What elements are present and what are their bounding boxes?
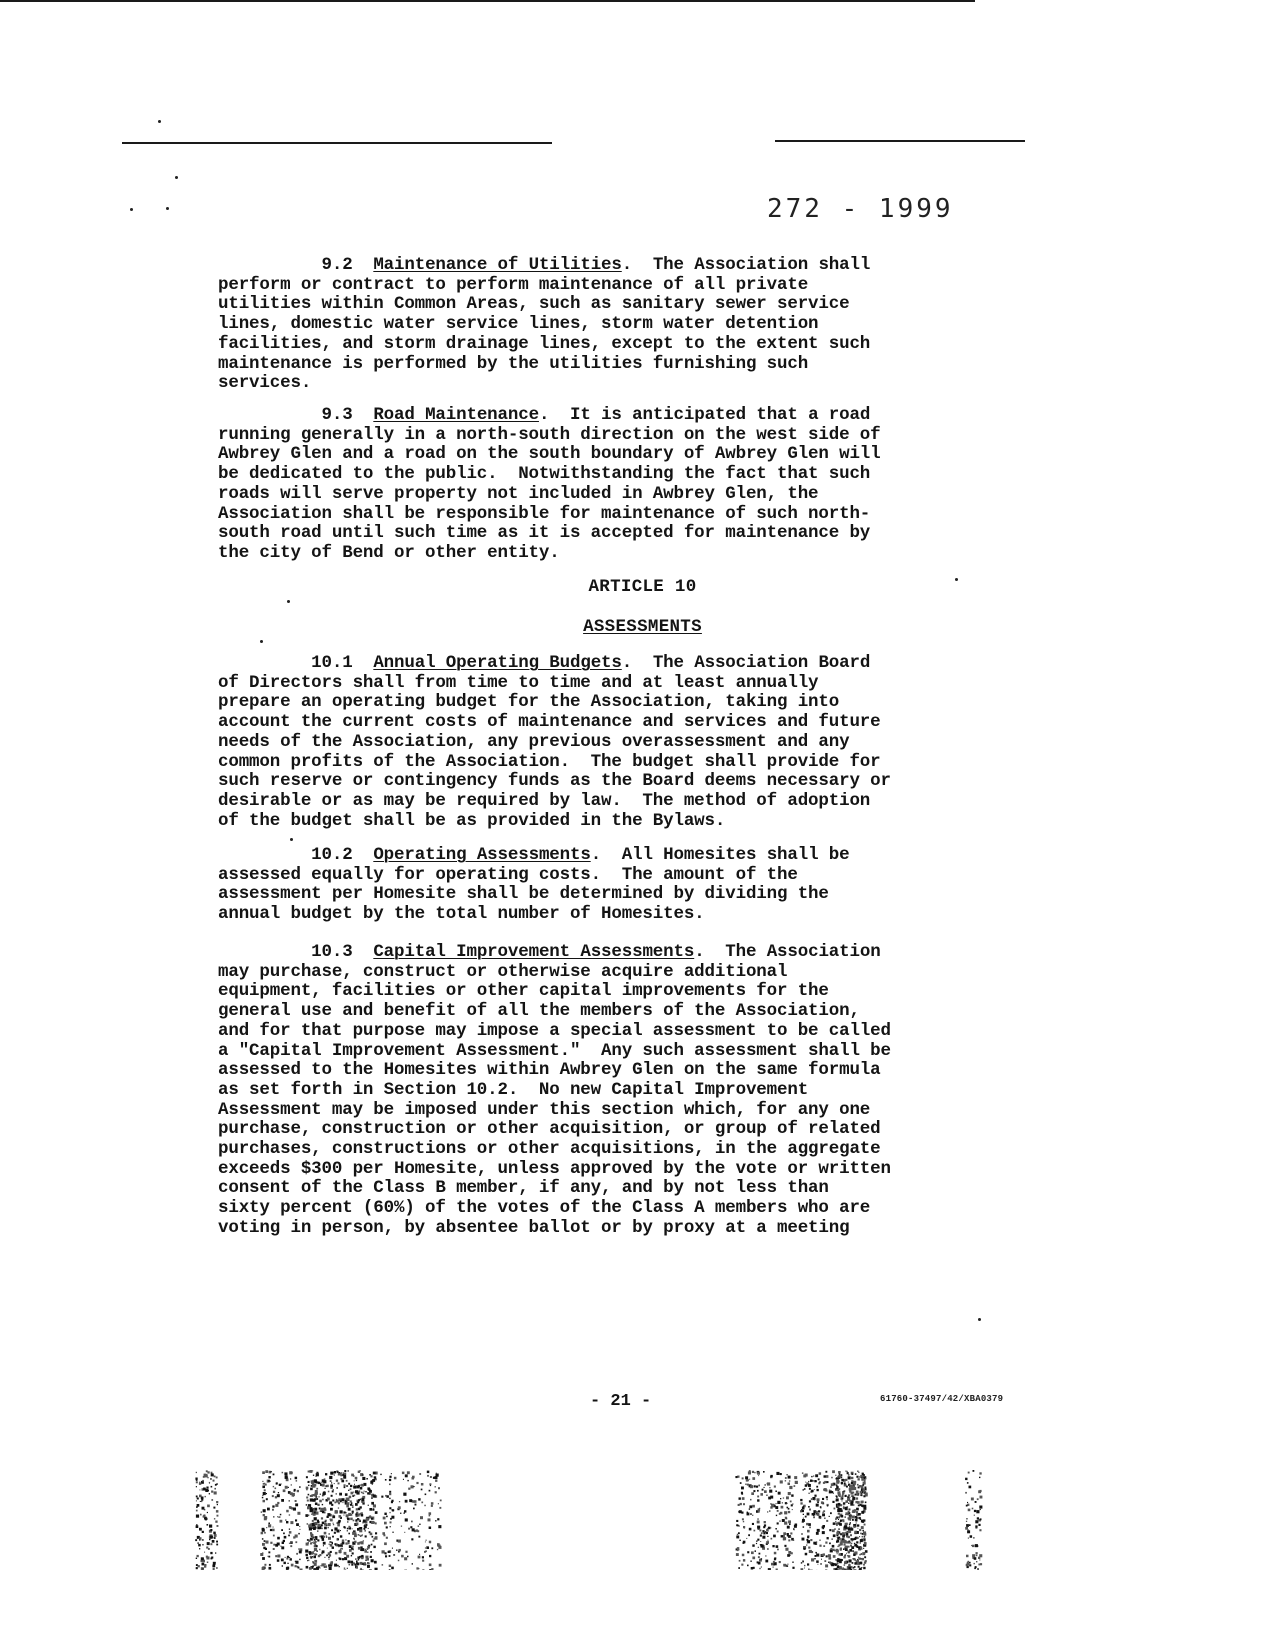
- scan-noise-left: [195, 1470, 455, 1570]
- para-line: assessed equally for operating costs. The amount of the: [218, 864, 798, 885]
- para-line: be dedicated to the public. Notwithstanding the fact that such: [218, 464, 871, 485]
- para-line: Association shall be responsible for maintenance of such north-: [218, 503, 871, 524]
- scan-speck: [287, 600, 290, 603]
- para-line: exceeds $300 per Homesite, unless approved by the vote or written: [218, 1158, 891, 1179]
- para-line: equipment, facilities or other capital improvements for the: [218, 981, 829, 1002]
- para-line: Awbrey Glen and a road on the south boundary of Awbrey Glen will: [218, 444, 881, 465]
- section-10-3: 10.3 Capital Improvement Assessments. The Association may purchase, construct or otherwise acquire additional equipment, facilities or other capital improvements for the general use and benefit of all the members of the Association, and for that purpose may impose a special assessment to be called a "Capital Improvement Assessment." Any such assessment shall be assessed to the Homesites within Awbrey Glen on the same formula as set forth in Section 10.2. No new Capital Improvement Assessment may be imposed under this section which, for any one purchase, construction or other acquisition, or group of related purchases, constructions or other acquisitions, in the aggregate exceeds $300 per Homesite, unless approved by the vote or written consent of the Class B member, if any, and by not less than sixty percent (60%) of the votes of the Class A members who are voting in person, by absentee ballot or by proxy at a meeting: [218, 942, 891, 1238]
- para-line: Assessment may be imposed under this section which, for any one: [218, 1099, 871, 1120]
- header-rule-right: [775, 140, 1025, 142]
- para-line: maintenance is performed by the utilities furnishing such: [218, 353, 809, 374]
- para-line: The Association Board: [652, 653, 871, 673]
- section-9-2: 9.2 Maintenance of Utilities. The Association shall perform or contract to perform maintenance of all private utilities within Common Areas, such as sanitary sewer service lines, domestic water service lines, storm water detention facilities, and storm drainage lines, except to the extent such maintenance is performed by the utilities furnishing such services.: [218, 255, 871, 394]
- para-line: needs of the Association, any previous overassessment and any: [218, 731, 850, 752]
- para-line: account the current costs of maintenance and services and future: [218, 712, 881, 733]
- para-line: purchase, construction or other acquisition, or group of related: [218, 1119, 881, 1140]
- section-heading: Capital Improvement Assessments: [373, 942, 695, 962]
- document-code: 61760-37497/42/XBA0379: [880, 1394, 1004, 1404]
- para-line: such reserve or contingency funds as the Board deems necessary or: [218, 771, 891, 792]
- para-line: the city of Bend or other entity.: [218, 542, 560, 563]
- top-edge-rule: [0, 0, 975, 2]
- scan-speck: [260, 640, 263, 643]
- section-number: 10.1: [311, 653, 353, 673]
- para-line: south road until such time as it is accepted for maintenance by: [218, 523, 871, 544]
- section-heading: Maintenance of Utilities: [373, 255, 622, 275]
- para-line: prepare an operating budget for the Association, taking into: [218, 692, 840, 713]
- section-number: 9.2: [321, 255, 353, 275]
- para-line: assessment per Homesite shall be determined by dividing the: [218, 884, 829, 905]
- section-10-1: 10.1 Annual Operating Budgets. The Association Board of Directors shall from time to time and at least annually prepare an operating budget for the Association, taking into account the current costs of maintenance and services and future needs of the Association, any previous overassessment and any common profits of the Association. The budget shall provide for such reserve or contingency funds as the Board deems necessary or desirable or as may be required by law. The method of adoption of the budget shall be as provided in the Bylaws.: [218, 653, 891, 831]
- scan-noise-right: [730, 1470, 990, 1570]
- article-subtitle: ASSESSMENTS: [583, 617, 702, 637]
- para-line: assessed to the Homesites within Awbrey Glen on the same formula: [218, 1060, 881, 1081]
- article-title: ARTICLE 10: [588, 577, 697, 597]
- section-number: 10.2: [311, 845, 353, 865]
- scan-speck: [158, 120, 161, 123]
- para-line: consent of the Class B member, if any, and by not less than: [218, 1178, 829, 1199]
- section-heading: Road Maintenance: [373, 405, 539, 425]
- para-line: may purchase, construct or otherwise acquire additional: [218, 961, 788, 982]
- para-line: running generally in a north-south direction on the west side of: [218, 424, 881, 445]
- scan-speck: [130, 208, 133, 211]
- para-line: of the budget shall be as provided in the Bylaws.: [218, 810, 726, 831]
- para-line: annual budget by the total number of Homesites.: [218, 904, 705, 925]
- para-line: voting in person, by absentee ballot or by proxy at a meeting: [218, 1217, 850, 1238]
- page-number: - 21 -: [590, 1392, 652, 1411]
- para-line: common profits of the Association. The budget shall provide for: [218, 751, 881, 772]
- header-rule-left: [122, 142, 552, 144]
- section-number: 9.3: [321, 405, 353, 425]
- section-heading: Operating Assessments: [373, 845, 591, 865]
- recording-stamp: 272 - 1999: [767, 194, 954, 224]
- para-line: The Association: [725, 942, 881, 962]
- para-line: All Homesites shall be: [621, 845, 850, 865]
- para-line: and for that purpose may impose a special assessment to be called: [218, 1020, 891, 1041]
- para-line: sixty percent (60%) of the votes of the Class A members who are: [218, 1198, 871, 1219]
- para-line: facilities, and storm drainage lines, except to the extent such: [218, 333, 871, 354]
- section-number: 10.3: [311, 942, 353, 962]
- scan-speck: [166, 207, 169, 210]
- scan-speck: [175, 176, 178, 179]
- section-10-2: 10.2 Operating Assessments. All Homesites shall be assessed equally for operating costs. The amount of the assessment per Homesite shall be determined by dividing the annual budget by the total number of Homesites.: [218, 845, 850, 925]
- scan-speck: [978, 1318, 981, 1321]
- para-line: services.: [218, 373, 312, 394]
- para-line: general use and benefit of all the members of the Association,: [218, 1001, 860, 1022]
- para-line: utilities within Common Areas, such as sanitary sewer service: [218, 294, 850, 315]
- section-9-3: 9.3 Road Maintenance. It is anticipated that a road running generally in a north-south direction on the west side of Awbrey Glen and a road on the south boundary of Awbrey Glen will be dedicated to the public. Notwithstanding the fact that such roads will serve property not included in Awbrey Glen, the Association shall be responsible for maintenance of such north- south road until such time as it is accepted for maintenance by the city of Bend or other entity.: [218, 405, 881, 563]
- para-line: purchases, constructions or other acquisitions, in the aggregate: [218, 1139, 881, 1160]
- para-line: It is anticipated that a road: [570, 405, 871, 425]
- para-line: a "Capital Improvement Assessment." Any such assessment shall be: [218, 1040, 891, 1061]
- para-line: lines, domestic water service lines, storm water detention: [218, 314, 819, 335]
- para-line: of Directors shall from time to time and at least annually: [218, 672, 819, 693]
- para-line: perform or contract to perform maintenance of all private: [218, 274, 809, 295]
- para-line: as set forth in Section 10.2. No new Capital Improvement: [218, 1079, 809, 1100]
- section-heading: Annual Operating Budgets: [373, 653, 622, 673]
- scan-speck: [290, 838, 293, 841]
- para-line: desirable or as may be required by law. The method of adoption: [218, 790, 871, 811]
- para-line: roads will serve property not included in Awbrey Glen, the: [218, 483, 819, 504]
- para-line: The Association shall: [652, 255, 871, 275]
